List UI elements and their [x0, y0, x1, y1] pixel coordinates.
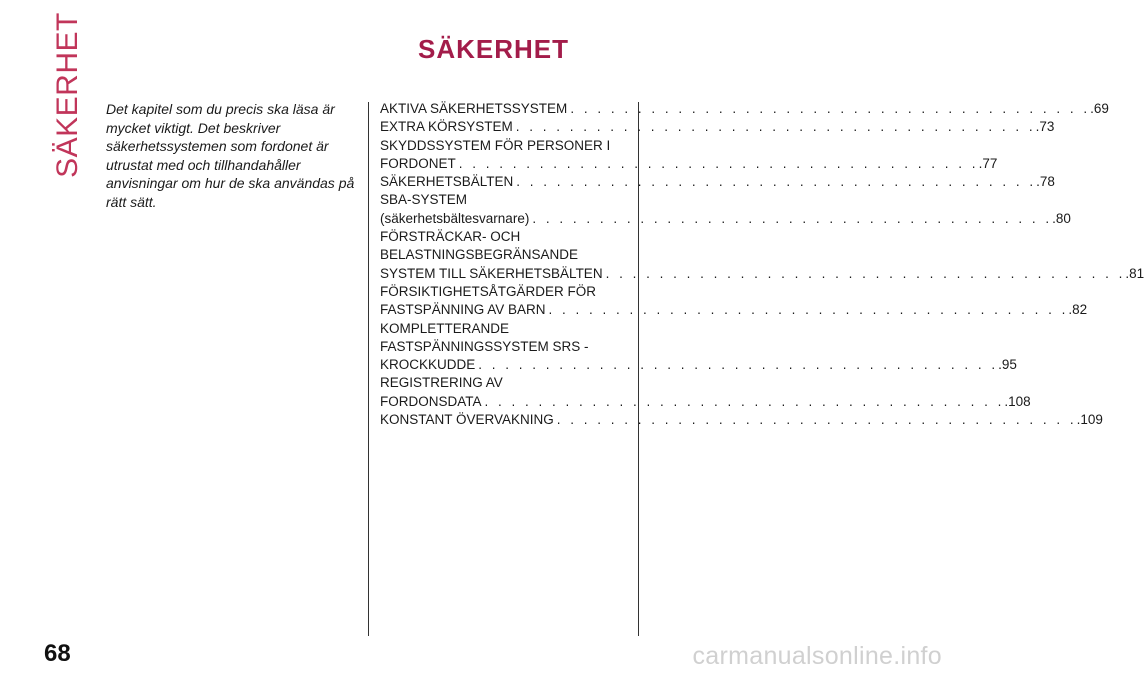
toc-entry-title: FASTSPÄNNING AV BARN: [380, 302, 546, 318]
toc-entry-title: FORDONSDATA: [380, 393, 482, 409]
toc-entry-page: .95: [998, 357, 1017, 373]
toc-entry-title: FORDONET: [380, 155, 456, 171]
toc-entry[interactable]: [380, 191, 1071, 228]
toc-entry[interactable]: [380, 283, 1088, 320]
toc-dot-leader: . . . . . . . . . . . . . . . . . . . . . . . . . . . . . . . . . . . . . . .: [605, 265, 1126, 281]
toc-entry[interactable]: [380, 137, 998, 174]
toc-entry[interactable]: [380, 320, 1017, 375]
toc-entry-title: SÄKERHETSBÄLTEN: [380, 174, 514, 190]
toc-dot-leader: . . . . . . . . . . . . . . . . . . . . . . . . . . . . . . . . . . . . . . .: [515, 119, 1036, 135]
toc-dot-leader: . . . . . . . . . . . . . . . . . . . . . . . . . . . . . . . . . . . . . . .: [516, 174, 1037, 190]
toc-entry-page: .82: [1068, 302, 1088, 318]
toc-dot-leader: . . . . . . . . . . . . . . . . . . . . . . . . . . . . . . . . . . . . . . .: [484, 393, 1005, 409]
toc-entry-title: FÖRSTRÄCKAR- OCH: [380, 229, 521, 245]
page-title: SÄKERHET: [418, 34, 570, 64]
toc-entry-title: SBA-SYSTEM: [380, 192, 468, 208]
toc-entry[interactable]: [380, 100, 1109, 118]
toc-entry-title: AKTIVA SÄKERHETSSYSTEM: [380, 101, 568, 116]
toc-entry-page: .81: [1125, 265, 1144, 281]
section-side-tab-label: SÄKERHET: [51, 12, 84, 178]
toc-dot-leader: . . . . . . . . . . . . . . . . . . . . . . . . . . . . . . . . . . . . . . .: [570, 101, 1091, 116]
toc-dot-leader: . . . . . . . . . . . . . . . . . . . . . . . . . . . . . . . . . . . . . . .: [458, 155, 979, 171]
toc-entry[interactable]: [380, 374, 1031, 411]
toc-entry[interactable]: [380, 411, 1103, 429]
toc-entry-page: .73: [1035, 119, 1055, 135]
toc-entry[interactable]: [380, 228, 1144, 283]
toc-entry-page: .77: [978, 155, 998, 171]
toc-entry-page: .108: [1004, 393, 1031, 409]
toc-entry-title: FASTSPÄNNINGSSYSTEM SRS -: [380, 338, 589, 354]
toc-entry-title: REGISTRERING AV: [380, 375, 503, 391]
table-of-contents: [380, 100, 1144, 429]
toc-entry-title: FÖRSIKTIGHETSÅTGÄRDER FÖR: [380, 283, 597, 299]
toc-entry[interactable]: [380, 173, 1055, 191]
toc-dot-leader: . . . . . . . . . . . . . . . . . . . . . . . . . . . . . . . . . . . . . . .: [478, 357, 999, 373]
toc-dot-leader: . . . . . . . . . . . . . . . . . . . . . . . . . . . . . . . . . . . . . . .: [556, 412, 1077, 428]
watermark: carmanualsonline.info: [692, 642, 942, 670]
toc-dot-leader: . . . . . . . . . . . . . . . . . . . . . . . . . . . . . . . . . . . . . . .: [548, 302, 1069, 318]
toc-entry-title: SKYDDSSYSTEM FÖR PERSONER I: [380, 137, 611, 153]
intro-paragraph: Det kapitel som du precis ska läsa är mycket viktigt. Det beskriver säkerhetssystemen som fordonet är utrustat med och tillhandahåller anvisningar om hur de ska användas på rätt sätt.: [106, 101, 355, 210]
toc-entry-title: BELASTNINGSBEGRÄNSANDE: [380, 247, 579, 263]
toc-entry[interactable]: [380, 118, 1055, 136]
toc-entry-title: KOMPLETTERANDE: [380, 320, 510, 336]
toc-entry-page: .80: [1052, 210, 1071, 226]
toc-entry-page: .109: [1076, 412, 1103, 428]
toc-dot-leader: . . . . . . . . . . . . . . . . . . . . . . . . . . . . . . . . . . . . . . .: [532, 210, 1053, 226]
page-number: 68: [44, 640, 71, 667]
toc-entry-page: .78: [1036, 174, 1055, 190]
toc-entry-title: SYSTEM TILL SÄKERHETSBÄLTEN: [380, 265, 603, 281]
toc-entry-page: .69: [1090, 101, 1109, 116]
toc-entry-title: KONSTANT ÖVERVAKNING: [380, 412, 554, 428]
toc-entry-title: KROCKKUDDE: [380, 357, 476, 373]
column-divider-left: [368, 102, 369, 636]
toc-entry-title: EXTRA KÖRSYSTEM: [380, 119, 513, 135]
toc-entry-title: (säkerhetsbältesvarnare): [380, 210, 530, 226]
section-side-tab: [50, 12, 86, 178]
